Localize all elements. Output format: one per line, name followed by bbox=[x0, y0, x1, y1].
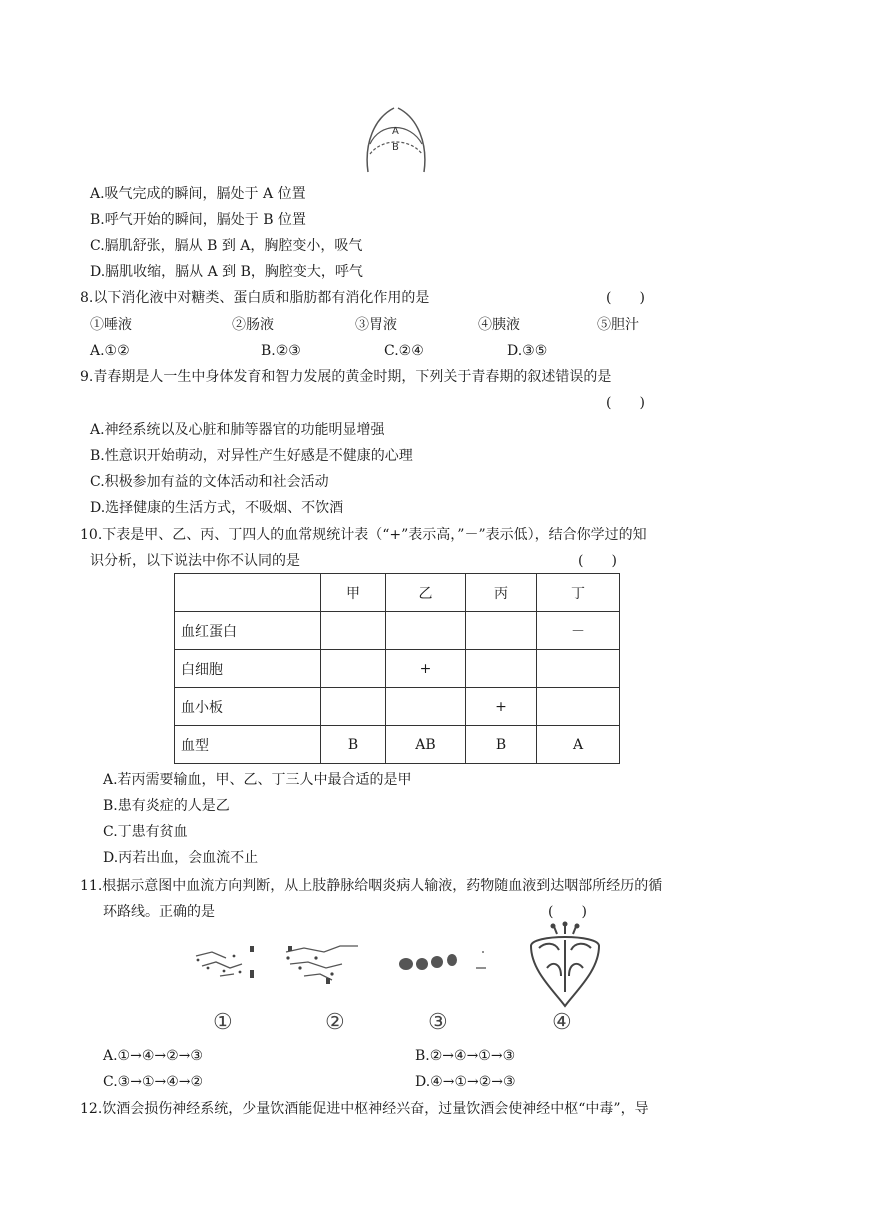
q8-answer-paren: ( ) bbox=[606, 290, 645, 306]
table-cell bbox=[321, 650, 386, 688]
blood-test-table bbox=[174, 573, 620, 764]
q9-option-b: B.性意识开始萌动，对异性产生好感是不健康的心理 bbox=[90, 448, 413, 464]
table-cell: 血型 bbox=[175, 726, 321, 764]
circulation-figure-2 bbox=[280, 938, 362, 988]
q8-option-d: D.③⑤ bbox=[507, 343, 548, 359]
table-cell: B bbox=[466, 726, 537, 764]
circulation-figure-4-heart bbox=[525, 920, 605, 1010]
table-cell: 血小板 bbox=[175, 688, 321, 726]
table-cell bbox=[537, 688, 620, 726]
circulation-figure-1 bbox=[190, 938, 270, 988]
table-row bbox=[175, 612, 620, 650]
table-cell: + bbox=[466, 688, 537, 726]
table-cell bbox=[321, 688, 386, 726]
q11-option-c: C.③→①→④→② bbox=[103, 1074, 204, 1090]
q11-option-b: B.②→④→①→③ bbox=[415, 1048, 516, 1064]
table-cell bbox=[466, 650, 537, 688]
table-cell: 白细胞 bbox=[175, 650, 321, 688]
q11-option-a: A.①→④→②→③ bbox=[103, 1048, 203, 1064]
q10-stem-line1: 10.下表是甲、乙、丙、丁四人的血常规统计表（“+”表示高，”－”表示低），结合你学过的知 bbox=[80, 527, 647, 543]
table-cell bbox=[466, 612, 537, 650]
table-row bbox=[175, 650, 620, 688]
q8-item-4: ④胰液 bbox=[478, 317, 520, 333]
q8-item-2: ②肠液 bbox=[232, 317, 274, 333]
q12-stem-line1: 12.饮酒会损伤神经系统，少量饮酒能促进中枢神经兴奋，过量饮酒会使神经中枢“中毒”，导 bbox=[80, 1101, 649, 1117]
table-header-row bbox=[175, 574, 620, 612]
table-cell: 血红蛋白 bbox=[175, 612, 321, 650]
q9-option-c: C.积极参加有益的文体活动和社会活动 bbox=[90, 474, 329, 490]
q7-option-d: D.膈肌收缩，膈从 A 到 B，胸腔变大，呼气 bbox=[90, 264, 363, 280]
q10-option-d: D.丙若出血，会血流不止 bbox=[103, 850, 259, 866]
q10-option-b: B.患有炎症的人是乙 bbox=[103, 798, 230, 814]
diaphragm-label-a: A bbox=[392, 126, 399, 137]
table-header-cell: 丙 bbox=[466, 574, 537, 612]
q10-stem-line2: 识分析，以下说法中你不认同的是 bbox=[90, 553, 300, 569]
table-cell bbox=[537, 650, 620, 688]
table-header-cell: 甲 bbox=[321, 574, 386, 612]
q8-item-3: ③胃液 bbox=[355, 317, 397, 333]
diaphragm-label-b: B bbox=[392, 142, 399, 153]
q8-option-c: C.②④ bbox=[384, 343, 424, 359]
q11-stem-line2: 环路线。正确的是 bbox=[103, 904, 215, 920]
table-header-cell: 乙 bbox=[386, 574, 466, 612]
circulation-figure-3 bbox=[392, 946, 496, 980]
q8-item-1: ①唾液 bbox=[90, 317, 132, 333]
q7-option-a: A.吸气完成的瞬间，膈处于 A 位置 bbox=[90, 186, 306, 202]
q9-option-d: D.选择健康的生活方式，不吸烟、不饮酒 bbox=[90, 500, 344, 516]
table-header-cell bbox=[175, 574, 321, 612]
table-cell bbox=[386, 612, 466, 650]
q9-option-a: A.神经系统以及心脏和肺等器官的功能明显增强 bbox=[90, 422, 385, 438]
q11-option-d: D.④→①→②→③ bbox=[415, 1074, 516, 1090]
table-cell: B bbox=[321, 726, 386, 764]
table-row bbox=[175, 726, 620, 764]
q9-answer-paren: ( ) bbox=[606, 395, 645, 411]
q10-option-a: A.若丙需要输血，甲、乙、丁三人中最合适的是甲 bbox=[103, 772, 412, 788]
q9-stem: 9.青春期是人一生中身体发育和智力发展的黄金时期，下列关于青春期的叙述错误的是 bbox=[80, 369, 612, 385]
table-cell: AB bbox=[386, 726, 466, 764]
q7-option-c: C.膈肌舒张，膈从 B 到 A，胸腔变小，吸气 bbox=[90, 238, 363, 254]
q8-option-a: A.①② bbox=[90, 343, 130, 359]
q11-stem-line1: 11.根据示意图中血流方向判断，从上肢静脉给咽炎病人输液，药物随血液到达咽部所经历的循 bbox=[80, 878, 663, 894]
fig-label-4: ④ bbox=[552, 1010, 572, 1035]
table-header-cell: 丁 bbox=[537, 574, 620, 612]
q8-option-b: B.②③ bbox=[261, 343, 301, 359]
table-row bbox=[175, 688, 620, 726]
q11-answer-paren: ( ) bbox=[548, 904, 587, 920]
fig-label-2: ② bbox=[325, 1010, 345, 1035]
table-cell bbox=[321, 612, 386, 650]
q10-answer-paren: ( ) bbox=[578, 553, 617, 569]
table-cell bbox=[386, 688, 466, 726]
q8-stem: 8.以下消化液中对糖类、蛋白质和脂肪都有消化作用的是 bbox=[80, 290, 430, 306]
q7-option-b: B.呼气开始的瞬间，膈处于 B 位置 bbox=[90, 212, 306, 228]
diaphragm-figure bbox=[360, 104, 432, 176]
fig-label-3: ③ bbox=[428, 1010, 448, 1035]
table-cell: + bbox=[386, 650, 466, 688]
q8-item-5: ⑤胆汁 bbox=[597, 317, 639, 333]
table-cell: A bbox=[537, 726, 620, 764]
fig-label-1: ① bbox=[213, 1010, 233, 1035]
table-cell: － bbox=[537, 612, 620, 650]
q10-option-c: C.丁患有贫血 bbox=[103, 824, 188, 840]
